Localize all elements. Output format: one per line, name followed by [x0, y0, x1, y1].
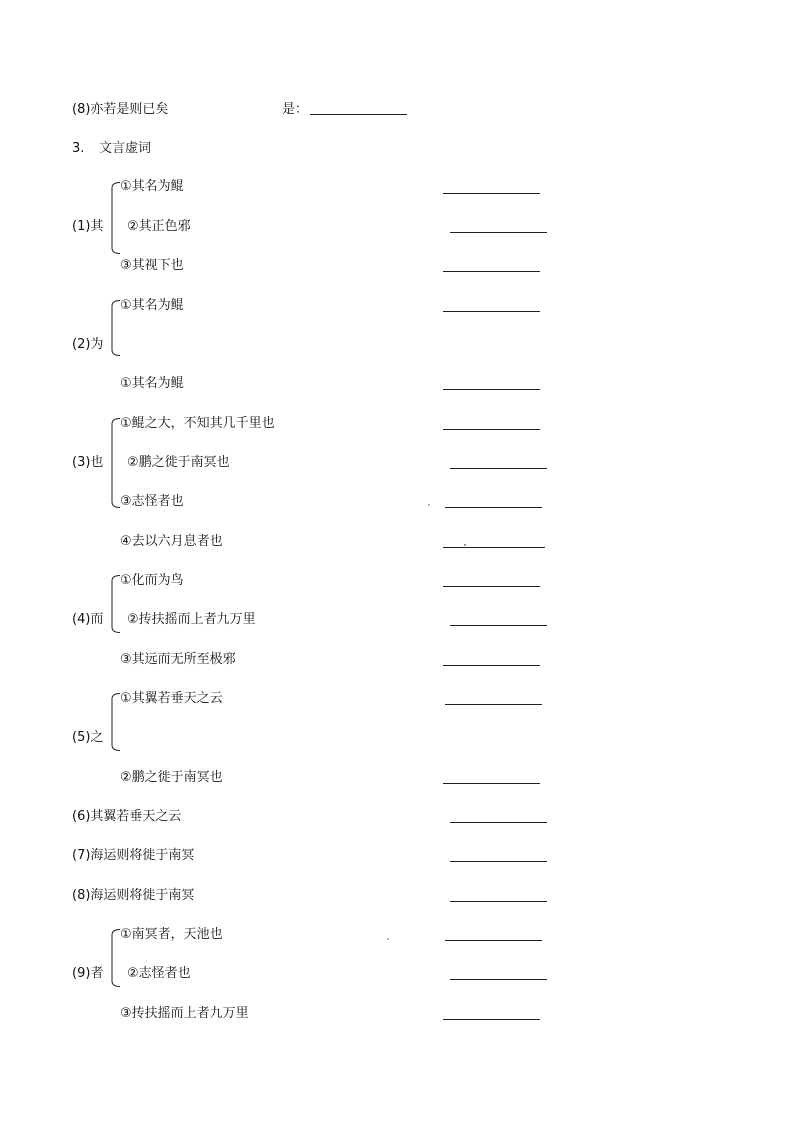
answer-blank[interactable] [443, 193, 540, 194]
sentence-item: ②抟扶摇而上者九万里 [127, 612, 256, 627]
sentence-item: ①其翼若垂天之云 [120, 691, 223, 706]
answer-prefix: 是： [282, 102, 309, 117]
answer-blank[interactable] [443, 389, 540, 390]
item-label: (6)其翼若垂天之云 [72, 809, 182, 824]
answer-blank[interactable] [443, 586, 540, 587]
sentence-item: ④去以六月息者也 [120, 534, 223, 549]
sentence-item: ③志怪者也 [120, 494, 184, 509]
group-label: (5)之 [72, 730, 104, 745]
speck [428, 504, 430, 506]
sentence-item: ①其名为鲲 [120, 376, 184, 391]
group-label: (4)而 [72, 612, 104, 627]
sentence-item: ②志怪者也 [127, 966, 191, 981]
answer-blank[interactable] [443, 1019, 540, 1020]
sentence-item: ②鹏之徙于南冥也 [127, 455, 230, 470]
sentence-item: ①南冥者，天池也 [120, 927, 223, 942]
sentence-item: ①其名为鲲 [120, 179, 184, 194]
answer-blank[interactable] [443, 547, 545, 548]
section-title: 文言虚词 [99, 141, 152, 156]
answer-blank[interactable] [450, 468, 547, 469]
answer-blank[interactable] [445, 940, 542, 941]
item-8-label: (8)亦若是则已矣 [72, 102, 169, 117]
answer-blank[interactable] [445, 507, 542, 508]
answer-blank[interactable] [450, 232, 547, 233]
answer-blank[interactable] [450, 979, 547, 980]
group-label: (9)者 [72, 966, 104, 981]
answer-blank[interactable] [450, 822, 547, 823]
sentence-item: ③抟扶摇而上者九万里 [120, 1006, 249, 1021]
answer-blank[interactable] [443, 271, 540, 272]
answer-blank[interactable] [450, 625, 547, 626]
sentence-item: ②其正色邪 [127, 219, 191, 234]
group-label: (2)为 [72, 337, 104, 352]
answer-blank[interactable] [450, 861, 547, 862]
sentence-item: ②鹏之徙于南冥也 [120, 770, 223, 785]
sentence-item: ①鲲之大，不知其几千里也 [120, 416, 275, 431]
item-label: (7)海运则将徙于南冥 [72, 848, 195, 863]
answer-blank[interactable] [443, 311, 540, 312]
answer-blank[interactable] [445, 704, 542, 705]
group-label: (1)其 [72, 219, 104, 234]
speck [464, 544, 466, 546]
sentence-item: ①化而为鸟 [120, 573, 184, 588]
sentence-item: ③其视下也 [120, 258, 184, 273]
sentence-item: ③其远而无所至极邪 [120, 652, 236, 667]
answer-blank[interactable] [443, 665, 540, 666]
sentence-item: ①其名为鲲 [120, 298, 184, 313]
section-number: 3. [72, 141, 85, 156]
group-label: (3)也 [72, 455, 104, 470]
answer-blank[interactable] [443, 783, 540, 784]
speck [387, 938, 389, 940]
answer-blank[interactable] [450, 901, 547, 902]
item-label: (8)海运则将徙于南冥 [72, 888, 195, 903]
answer-blank[interactable] [443, 429, 540, 430]
answer-blank[interactable] [310, 114, 407, 115]
